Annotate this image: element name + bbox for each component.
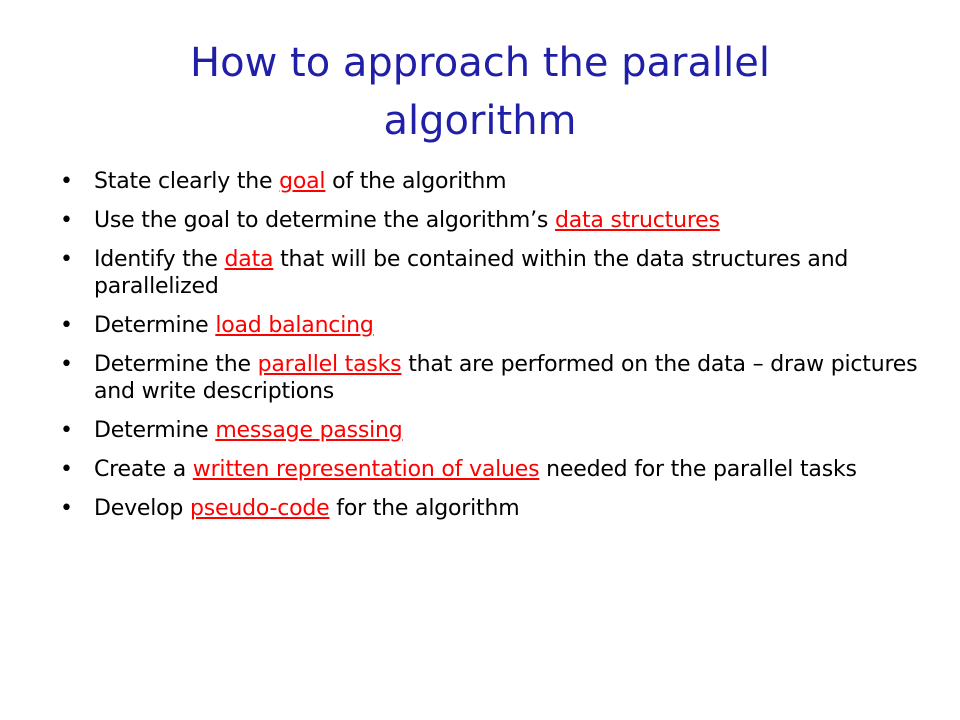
bullet-item-load-balancing bbox=[60, 312, 920, 339]
highlight-term: pseudo-code bbox=[189, 496, 330, 521]
highlight-term: message passing bbox=[215, 418, 403, 443]
highlight-term: data bbox=[224, 247, 274, 272]
bullet-text: needed for the parallel tasks bbox=[539, 457, 857, 482]
highlight-term: goal bbox=[279, 169, 326, 194]
bullet-item-parallel-tasks bbox=[60, 351, 920, 405]
bullet-icon: • bbox=[60, 247, 73, 272]
bullet-text: Develop bbox=[94, 496, 190, 521]
bullet-item-data-structures bbox=[60, 207, 920, 234]
bullet-icon: • bbox=[60, 352, 73, 377]
slide-title: How to approach the parallel algorithm bbox=[190, 40, 770, 144]
bullet-text: State clearly the bbox=[94, 169, 280, 194]
bullet-text: that are performed on the data – draw pictures and write descriptions bbox=[94, 352, 918, 404]
bullet-icon: • bbox=[60, 208, 73, 233]
bullet-icon: • bbox=[60, 313, 73, 338]
bullet-text: Determine bbox=[94, 313, 216, 338]
bullet-item-goal bbox=[60, 168, 920, 195]
bullet-item-pseudo-code bbox=[60, 495, 920, 522]
bullet-text: Identify the bbox=[94, 247, 225, 272]
highlight-term: load balancing bbox=[215, 313, 374, 338]
bullet-item-message-passing bbox=[60, 417, 920, 444]
bullet-item-written-representation bbox=[60, 456, 920, 483]
bullet-icon: • bbox=[60, 496, 73, 521]
bullet-list bbox=[60, 168, 920, 534]
bullet-text: Create a bbox=[94, 457, 193, 482]
bullet-text: Use the goal to determine the algorithm’s bbox=[94, 208, 555, 233]
bullet-icon: • bbox=[60, 169, 73, 194]
bullet-text: of the algorithm bbox=[325, 169, 507, 194]
bullet-icon: • bbox=[60, 457, 73, 482]
bullet-text: that will be contained within the data structures and parallelized bbox=[94, 247, 849, 299]
bullet-text: Determine the bbox=[94, 352, 258, 377]
highlight-term: written representation of values bbox=[192, 457, 540, 482]
highlight-term: data structures bbox=[554, 208, 720, 233]
bullet-item-data bbox=[60, 246, 920, 300]
bullet-text: Determine bbox=[94, 418, 216, 443]
highlight-term: parallel tasks bbox=[257, 352, 402, 377]
bullet-icon: • bbox=[60, 418, 73, 443]
bullet-text: for the algorithm bbox=[329, 496, 520, 521]
